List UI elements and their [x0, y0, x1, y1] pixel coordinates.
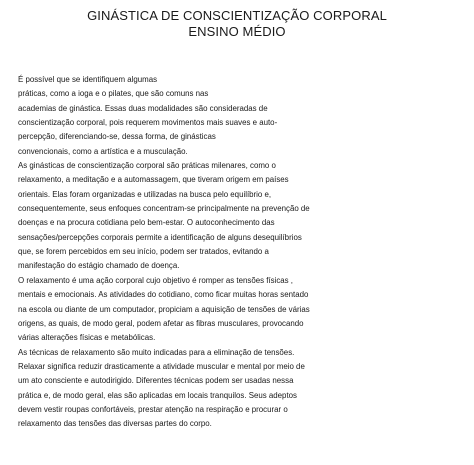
text-line: convencionais, como a artística e a musculação.	[18, 146, 188, 156]
text-line: É possível que se identifiquem algumas	[18, 75, 158, 84]
text-line: consequentemente, seus enfoques concentram-se principalmente na prevenção de	[18, 204, 310, 214]
text-line: orientais. Elas foram organizadas e utilizadas na busca pelo equilíbrio e,	[18, 189, 272, 199]
text-line: O relaxamento é uma ação corporal cujo objetivo é romper as tensões físicas ,	[18, 275, 293, 285]
title-line-1: GINÁSTICA DE CONSCIENTIZAÇÃO CORPORAL	[87, 8, 387, 23]
text-line: As técnicas de relaxamento são muito indicadas para a eliminação de tensões.	[18, 347, 295, 357]
text-line: sensações/percepções corporais permite a identificação de alguns desequilíbrios	[18, 232, 302, 242]
document-title	[0, 0, 474, 40]
text-line: manifestação do estágio chamado de doença.	[18, 261, 180, 271]
text-line: devem vestir roupas confortáveis, prestar atenção na respiração e procurar o	[18, 404, 288, 414]
text-line: prática e, de modo geral, elas são aplicadas em locais tranquilos. Seus adeptos	[18, 390, 297, 400]
text-line: origens, as quais, de modo geral, podem afetar as fibras musculares, provocando	[18, 318, 304, 328]
text-line: conscientização corporal, pois requerem movimentos mais suaves e auto-	[18, 118, 278, 128]
text-line: Relaxar significa reduzir drasticamente a atividade muscular e mental por meio de	[18, 361, 305, 371]
text-line: relaxamento, a meditação e a automassagem, que tiveram origem em países	[18, 175, 289, 185]
title-line-2: ENSINO MÉDIO	[188, 24, 286, 39]
text-line: um ato consciente e autodirigido. Diferentes técnicas podem ser usadas nessa	[18, 376, 294, 386]
text-line: As ginásticas de conscientização corporal são práticas milenares, como o	[18, 161, 276, 171]
text-line: práticas, como a ioga e o pilates, que são comuns nas	[18, 89, 209, 99]
text-line: que, se forem percebidos em seu início, podem ser tratados, evitando a	[18, 247, 269, 257]
text-line: mentais e emocionais. As atividades do cotidiano, como ficar muitas horas sentado	[18, 290, 309, 300]
document-body	[18, 73, 474, 432]
text-line: na escola ou diante de um computador, propiciam a aquisição de tensões de várias	[18, 304, 310, 314]
text-line: várias alterações físicas e metabólicas.	[18, 333, 156, 343]
text-line: percepção, diferenciando-se, dessa forma, de ginásticas	[18, 132, 216, 142]
text-line: doenças e na procura cotidiana pelo bem-estar. O autoconhecimento das	[18, 218, 275, 228]
text-line: relaxamento das tensões das diversas partes do corpo.	[18, 419, 212, 429]
text-line: academias de ginástica. Essas duas modalidades são consideradas de	[18, 103, 268, 113]
